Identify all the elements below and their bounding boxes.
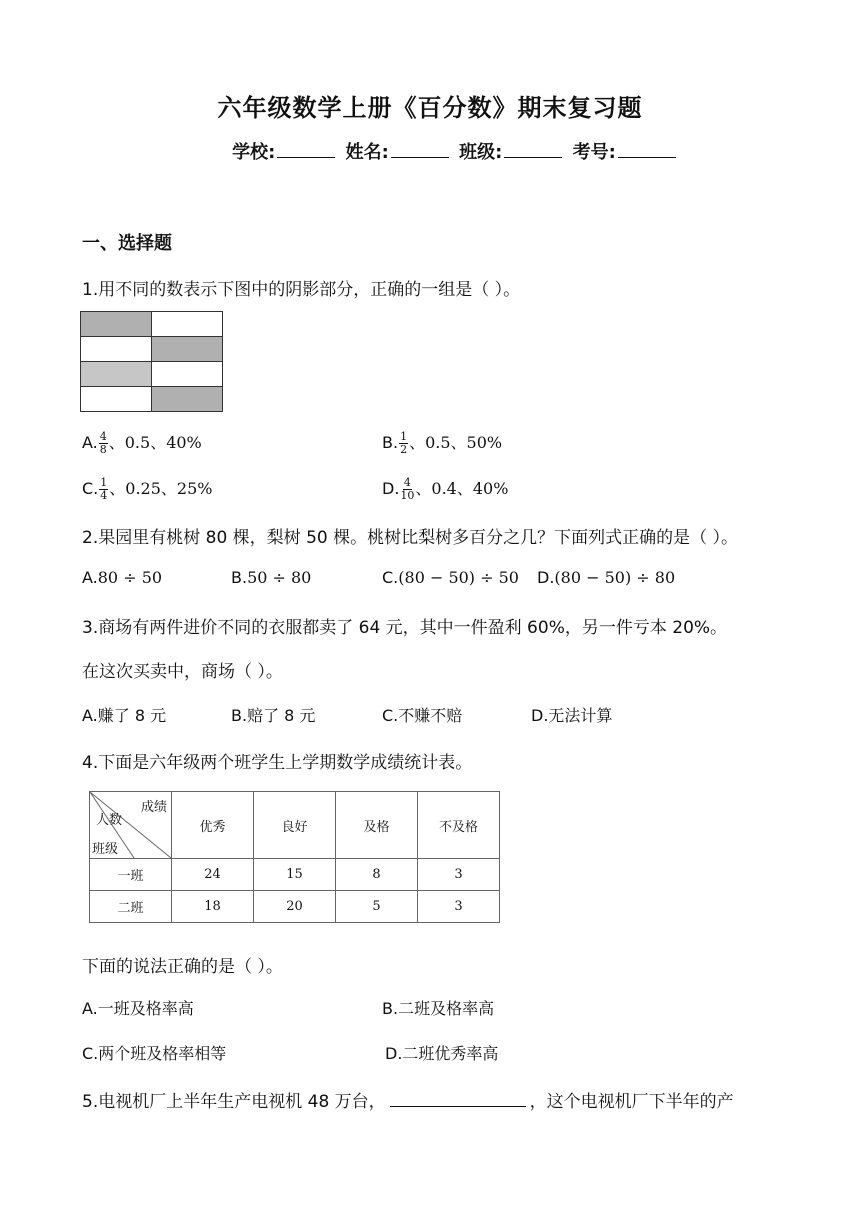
student-info-line bbox=[0, 138, 860, 164]
q1-option-b[interactable]: B. $\frac{1}{2}$ 、0.5、50% bbox=[382, 430, 503, 456]
q4-option-b[interactable]: B.二班及格率高 bbox=[382, 999, 495, 1018]
q2-option-b[interactable]: B.50 ÷ 80 bbox=[231, 568, 312, 587]
question-5-text: 5.电视机厂上半年生产电视机 48 万台， ，这个电视机厂下半年的产 bbox=[82, 1092, 734, 1112]
grid-cell bbox=[81, 337, 152, 362]
score-table bbox=[89, 791, 500, 923]
name-blank[interactable] bbox=[391, 143, 449, 158]
q3-option-a[interactable]: A.赚了 8 元 bbox=[82, 706, 167, 725]
q1-option-d[interactable]: D. $\frac{4}{10}$ 、0.4、40% bbox=[382, 476, 509, 502]
fraction: $\frac{4}{8}$ bbox=[99, 430, 107, 456]
q4-option-c[interactable]: C.两个班及格率相等 bbox=[82, 1044, 227, 1063]
row-label: 一班 bbox=[90, 859, 172, 891]
table-cell: 3 bbox=[418, 859, 500, 891]
corner-label-people: 人数 bbox=[96, 813, 123, 828]
table-row bbox=[90, 891, 500, 923]
table-cell: 18 bbox=[172, 891, 254, 923]
grid-cell-shaded bbox=[152, 337, 223, 362]
table-cell: 15 bbox=[254, 859, 336, 891]
fraction: $\frac{1}{4}$ bbox=[100, 476, 108, 502]
fraction: $\frac{4}{10}$ bbox=[400, 476, 415, 502]
question-2-text: 2.果园里有桃树 80 棵，梨树 50 棵。桃树比梨树多百分之几？下面列式正确的是（ ）。 bbox=[82, 528, 739, 548]
class-label: 班级: bbox=[459, 142, 503, 163]
question-3-text-line1: 3.商场有两件进价不同的衣服都卖了 64 元，其中一件盈利 60%，另一件亏本 20%。 bbox=[82, 618, 728, 638]
page-title: 六年级数学上册《百分数》期末复习题 bbox=[217, 94, 643, 122]
table-cell: 8 bbox=[336, 859, 418, 891]
question-4-text: 4.下面是六年级两个班学生上学期数学成绩统计表。 bbox=[82, 753, 473, 773]
table-header: 不及格 bbox=[418, 792, 500, 859]
fraction: $\frac{1}{2}$ bbox=[400, 430, 408, 456]
question-3-text-line2: 在这次买卖中，商场（ ）。 bbox=[82, 662, 283, 682]
table-cell: 24 bbox=[172, 859, 254, 891]
name-label: 姓名: bbox=[345, 142, 389, 163]
q2-option-a[interactable]: A.80 ÷ 50 bbox=[82, 568, 163, 587]
grid-cell bbox=[81, 387, 152, 412]
q3-option-d[interactable]: D.无法计算 bbox=[531, 706, 613, 725]
table-header: 及格 bbox=[336, 792, 418, 859]
q3-option-b[interactable]: B.赔了 8 元 bbox=[231, 706, 316, 725]
grid-cell-shaded bbox=[81, 312, 152, 337]
school-blank[interactable] bbox=[277, 143, 335, 158]
q3-option-c[interactable]: C.不赚不赔 bbox=[382, 706, 463, 725]
table-header: 良好 bbox=[254, 792, 336, 859]
table-row bbox=[90, 859, 500, 891]
question-4-prompt: 下面的说法正确的是（ ）。 bbox=[82, 957, 283, 977]
q1-option-a[interactable]: A. $\frac{4}{8}$ 、0.5、40% bbox=[82, 430, 202, 456]
grid-cell-shaded bbox=[81, 362, 152, 387]
q2-option-d[interactable]: D.(80 − 50) ÷ 80 bbox=[537, 568, 676, 587]
number-label: 考号: bbox=[572, 142, 616, 163]
corner-label-class: 班级 bbox=[92, 842, 119, 857]
table-cell: 5 bbox=[336, 891, 418, 923]
grid-cell bbox=[152, 312, 223, 337]
q4-option-d[interactable]: D.二班优秀率高 bbox=[385, 1044, 499, 1063]
number-blank[interactable] bbox=[618, 143, 676, 158]
class-blank[interactable] bbox=[504, 143, 562, 158]
school-label: 学校: bbox=[232, 142, 276, 163]
q4-option-a[interactable]: A.一班及格率高 bbox=[82, 999, 194, 1018]
question-1-text: 1.用不同的数表示下图中的阴影部分，正确的一组是（ ）。 bbox=[82, 280, 521, 300]
table-header: 优秀 bbox=[172, 792, 254, 859]
table-cell: 3 bbox=[418, 891, 500, 923]
grid-cell bbox=[152, 362, 223, 387]
grid-cell-shaded bbox=[152, 387, 223, 412]
q2-option-c[interactable]: C.(80 − 50) ÷ 50 bbox=[382, 568, 519, 587]
section-heading: 一、选择题 bbox=[82, 233, 172, 254]
q1-option-c[interactable]: C. $\frac{1}{4}$ 、0.25、25% bbox=[82, 476, 213, 502]
corner-label-score: 成绩 bbox=[140, 800, 167, 815]
answer-blank[interactable] bbox=[390, 1092, 526, 1107]
table-cell: 20 bbox=[254, 891, 336, 923]
row-label: 二班 bbox=[90, 891, 172, 923]
shaded-grid-figure bbox=[80, 311, 223, 412]
table-corner-cell bbox=[90, 792, 172, 859]
